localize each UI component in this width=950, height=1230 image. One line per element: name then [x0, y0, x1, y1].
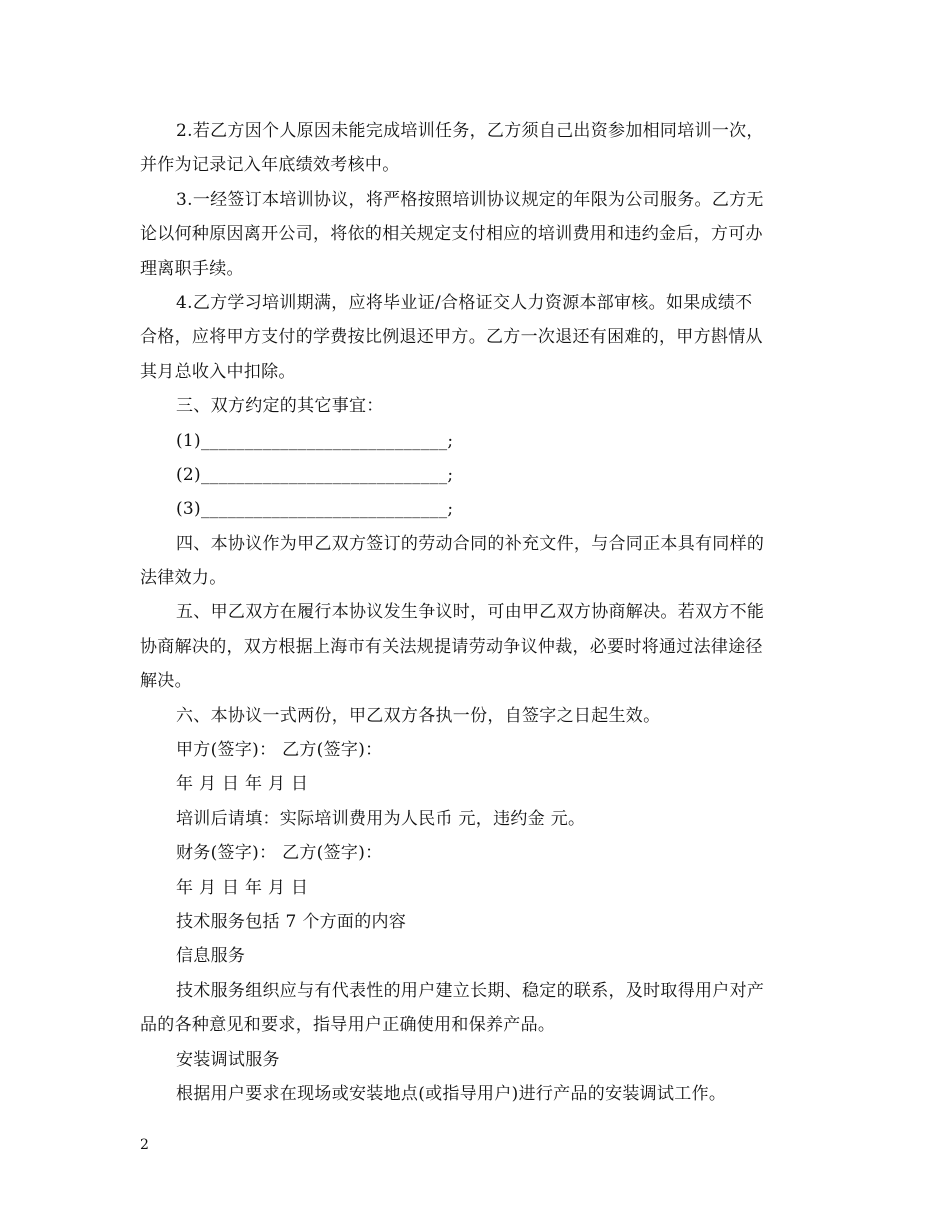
text-line: 技术服务组织应与有代表性的用户建立长期、稳定的联系，及时取得用户对产	[176, 980, 765, 1001]
text-line: 合格，应将甲方支付的学费按比例退还甲方。乙方一次退还有困难的，甲方斟情从	[140, 327, 763, 348]
text-line: 培训后请填：实际培训费用为人民币 元，违约金 元。	[176, 808, 586, 829]
text-line: 3.一经签订本培训协议，将严格按照培训协议规定的年限为公司服务。乙方无	[176, 189, 764, 210]
text-line: 四、本协议作为甲乙双方签订的劳动合同的补充文件，与合同正本具有同样的	[176, 533, 765, 554]
text-line: 品的各种意见和要求，指导用户正确使用和保养产品。	[140, 1015, 556, 1036]
text-line: 法律效力。	[140, 568, 227, 589]
text-line: 五、甲乙双方在履行本协议发生争议时，可由甲乙双方协商解决。若双方不能	[176, 602, 765, 623]
page-number: 2	[140, 1137, 149, 1153]
text-line: (3)____________________________;	[176, 499, 454, 520]
text-line: 并作为记录记入年底绩效考核中。	[140, 155, 400, 176]
text-line: 根据用户要求在现场或安装地点(或指导用户)进行产品的安装调试工作。	[176, 1083, 727, 1104]
text-line: 理离职手续。	[140, 258, 244, 279]
text-line: 论以何种原因离开公司，将依的相关规定支付相应的培训费用和违约金后，方可办	[140, 224, 763, 245]
text-line: 2.若乙方因个人原因未能完成培训任务，乙方须自己出资参加相同培训一次，	[176, 121, 764, 141]
text-line: 甲方(签字)： 乙方(签字)：	[176, 740, 383, 761]
text-line: 技术服务包括 7 个方面的内容	[176, 911, 407, 932]
text-line: 六、本协议一式两份，甲乙双方各执一份，自签字之日起生效。	[176, 705, 661, 726]
text-line: 4.乙方学习培训期满，应将毕业证/合格证交人力资源本部审核。如果成绩不	[176, 292, 753, 313]
text-line: (2)____________________________;	[176, 464, 454, 485]
document-body	[140, 114, 812, 1111]
text-line: 年 月 日 年 月 日	[176, 774, 309, 795]
text-line: 解决。	[140, 671, 192, 692]
text-line: 信息服务	[176, 946, 246, 967]
text-line: 协商解决的，双方根据上海市有关法规提请劳动争议仲裁，必要时将通过法律途径	[140, 636, 763, 657]
text-line: 财务(签字)： 乙方(签字)：	[176, 843, 383, 864]
text-line: 其月总收入中扣除。	[140, 361, 296, 382]
text-line: 三、双方约定的其它事宜：	[176, 396, 384, 417]
text-line: 年 月 日 年 月 日	[176, 877, 309, 898]
text-line: 安装调试服务	[176, 1049, 280, 1070]
text-line: (1)____________________________;	[176, 430, 454, 451]
